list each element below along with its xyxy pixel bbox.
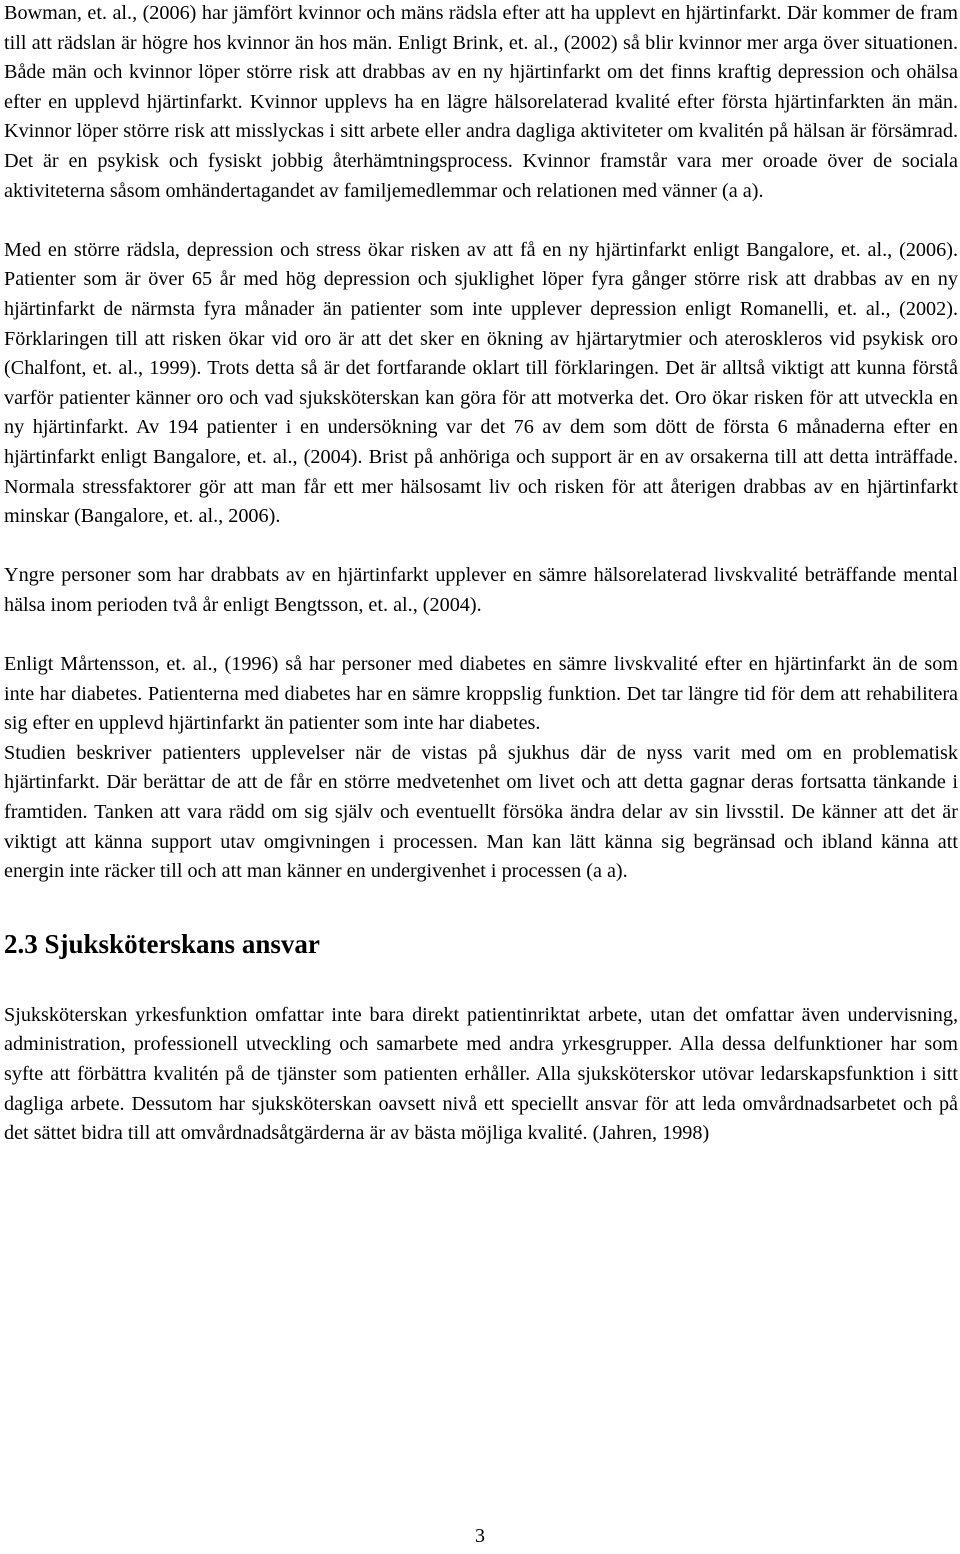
body-paragraph-4: Enligt Mårtensson, et. al., (1996) så har personer med diabetes en sämre livskvalité efter en hjärtinfarkt än de som inte har diabetes. Patienterna med diabetes har en sämre kroppslig funktion. Det tar längre tid för dem att rehabilitera sig efter en upplevd hjärtinfarkt än patienter som inte har diabetes. xyxy=(4,653,958,735)
page-number: 3 xyxy=(475,1525,485,1547)
body-paragraph-5: Studien beskriver patienters upplevelser när de vistas på sjukhus där de nyss varit med om en problematisk hjärtinfarkt. Där berättar de att de får en större medvetenhet om livet och att detta gagnar deras fortsatta tänkande i framtiden. Tanken att vara rädd om sig själv och eventuellt försöka ändra delar av sin livsstil. De känner att det är viktigt att känna support utav omgivningen i processen. Man kan lätt känna sig begränsad och ibland känna att energin inte räcker till och att man känner en undergivenhet i processen (a a). xyxy=(4,741,958,883)
section-heading: 2.3 Sjuksköterskans ansvar xyxy=(4,928,320,959)
section-paragraph: Sjuksköterskan yrkesfunktion omfattar inte bara direkt patientinriktat arbete, utan det omfattar även undervisning, administration, professionell utveckling och samarbete med andra yrkesgrupper. Alla dessa delfunktioner har som syfte att förbättra kvalitén på de tjänster som patienten erhåller. Alla sjuksköterskor utövar ledarskapsfunktion i sitt dagliga arbete. Dessutom har sjuksköterskan oavsett nivå ett speciellt ansvar för att leda omvårdnadsarbetet och på det sättet bidra till att omvårdnadsåtgärderna är av bästa möjliga kvalité. (Jahren, 1998) xyxy=(4,1003,958,1145)
body-paragraph-2: Med en större rädsla, depression och stress ökar risken av att få en ny hjärtinfarkt enligt Bangalore, et. al., (2006). Patienter som är över 65 år med hög depression och sjuklighet löper fyra gånger större risk att drabbas av en ny hjärtinfarkt de närmsta fyra månader än patienter som inte upplever depression enligt Romanelli, et. al., (2002). Förklaringen till att risken ökar vid oro är att det sker en ökning av hjärtarytmier och ateroskleros vid psykisk oro (Chalfont, et. al., 1999). Trots detta så är det fortfarande oklart till förklaringen. Det är alltså viktigt att kunna förstå varför patienter känner oro och vad sjuksköterskan kan göra för att motverka det. Oro ökar risken för att utveckla en ny hjärtinfarkt. Av 194 patienter i en undersökning var det 76 av dem som dött de första 6 månaderna efter en hjärtinfarkt enligt Bangalore, et. al., (2004). Brist på anhöriga och support är en av orsakerna till att detta inträffade. Normala stressfaktorer gör att man får ett mer hälsosamt liv och risken för att återigen drabbas av en hjärtinfarkt minskar (Bangalore, et. al., 2006). xyxy=(4,238,958,528)
body-paragraph-3: Yngre personer som har drabbats av en hjärtinfarkt upplever en sämre hälsorelaterad livskvalité beträffande mental hälsa inom perioden två år enligt Bengtsson, et. al., (2004). xyxy=(4,564,958,616)
paragraph-spacer xyxy=(4,620,958,650)
paragraph-spacer xyxy=(4,532,958,562)
paragraph-spacer xyxy=(4,206,958,236)
body-paragraph-1: Bowman, et. al., (2006) har jämfört kvinnor och mäns rädsla efter att ha upplevt en hjärtinfarkt. Där kommer de fram till att rädslan är högre hos kvinnor än hos män. Enligt Brink, et. al., (2002) så blir kvinnor mer arga över situationen. Både män och kvinnor löper större risk att drabbas av en ny hjärtinfarkt om det finns kraftig depression och ohälsa efter en upplevd hjärtinfarkt. Kvinnor upplevs ha en lägre hälsorelaterad kvalité efter första hjärtinfarkten än män. Kvinnor löper större risk att misslyckas i sitt arbete eller andra dagliga aktiviteter om kvalitén på hälsan är försämrad. Det är en psykisk och fysiskt jobbig återhämtningsprocess. Kvinnor framstår vara mer oroade över de sociala aktiviteterna såsom omhändertagandet av familjemedlemmar och relationen med vänner (a a). xyxy=(4,2,958,202)
